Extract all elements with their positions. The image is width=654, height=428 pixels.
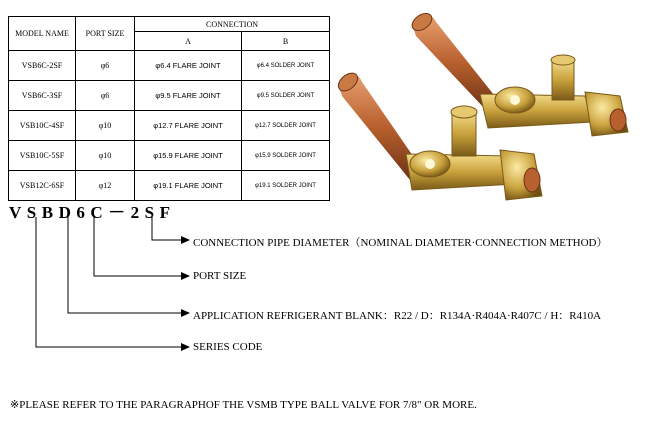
- cell-port: φ6: [76, 81, 135, 111]
- arrow-series-icon: [181, 343, 190, 351]
- footnote: ※PLEASE REFER TO THE PARAGRAPHOF THE VSMB TYPE BALL VALVE FOR 7/8" OR MORE.: [10, 399, 477, 411]
- leader-line-series: [36, 217, 183, 347]
- cell-connection-b: φ12.7 SOLDER JOINT: [242, 111, 330, 141]
- header-model-name: MODEL NAME: [9, 17, 76, 51]
- cell-connection-b: φ19.1 SOLDER JOINT: [242, 171, 330, 201]
- label-port-size: PORT SIZE: [193, 270, 247, 282]
- cell-connection-b: φ9.5 SOLDER JOINT: [242, 81, 330, 111]
- header-port-size: PORT SIZE: [76, 17, 135, 51]
- arrow-port-icon: [181, 272, 190, 280]
- cell-connection-b: φ15.9 SOLDER JOINT: [242, 141, 330, 171]
- cell-port: φ10: [76, 141, 135, 171]
- leader-line-port: [94, 217, 183, 276]
- cell-port: φ10: [76, 111, 135, 141]
- model-code: VSBD6C－2SF: [9, 203, 176, 222]
- header-connection-b: B: [242, 32, 330, 51]
- arrow-connection-icon: [181, 236, 190, 244]
- cell-model: VSB6C-3SF: [9, 81, 76, 111]
- cell-model: VSB10C-5SF: [9, 141, 76, 171]
- cell-connection-a: φ15.9 FLARE JOINT: [135, 141, 242, 171]
- header-connection-a: A: [135, 32, 242, 51]
- leader-line-connection: [152, 217, 183, 240]
- label-series-code: SERIES CODE: [193, 341, 263, 353]
- arrow-refrigerant-icon: [181, 309, 190, 317]
- cell-connection-a: φ6.4 FLARE JOINT: [135, 51, 242, 81]
- cell-model: VSB12C-6SF: [9, 171, 76, 201]
- leader-line-refrigerant: [68, 217, 183, 313]
- cell-port: φ12: [76, 171, 135, 201]
- cell-connection-a: φ19.1 FLARE JOINT: [135, 171, 242, 201]
- label-connection-pipe: CONNECTION PIPE DIAMETER（NOMINAL DIAMETER·CONNECTION METHOD）: [193, 237, 608, 249]
- label-refrigerant: APPLICATION REFRIGERANT BLANK：R22 / D：R134A·R404A·R407C / H：R410A: [193, 310, 602, 322]
- cell-model: VSB6C-2SF: [9, 51, 76, 81]
- cell-port: φ6: [76, 51, 135, 81]
- cell-connection-a: φ12.7 FLARE JOINT: [135, 111, 242, 141]
- cell-model: VSB10C-4SF: [9, 111, 76, 141]
- header-connection: CONNECTION: [135, 17, 330, 32]
- cell-connection-b: φ6.4 SOLDER JOINT: [242, 51, 330, 81]
- cell-connection-a: φ9.5 FLARE JOINT: [135, 81, 242, 111]
